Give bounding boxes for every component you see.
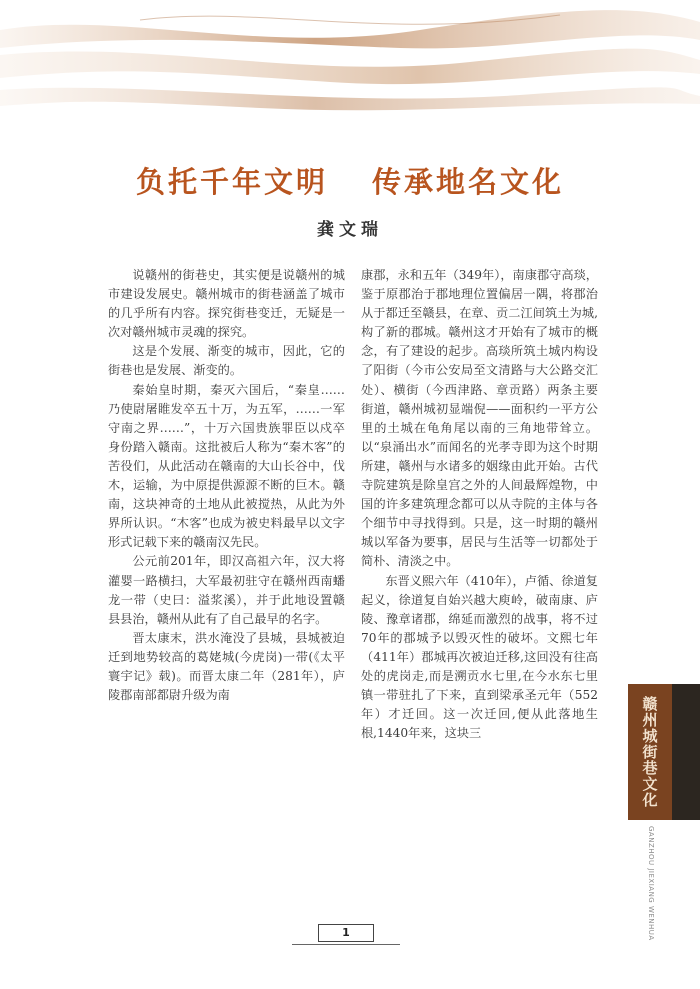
- section-pinyin-label: GANZHOU JIEXIANG WENHUA: [647, 826, 655, 941]
- article-title: [0, 160, 700, 201]
- page-number-rule: [292, 944, 400, 945]
- header-wave-decoration: [0, 0, 700, 125]
- paragraph: 说赣州的街巷史，其实便是说赣州的城市建设发展史。赣州城市的街巷涵盖了城市的几乎所有内容。探究街巷变迁，无疑是一次对赣州城市灵魂的探究。: [108, 268, 345, 340]
- title-part-2: 传承地名文化: [372, 165, 565, 199]
- section-tab: [628, 684, 672, 820]
- paragraph-continuation: 康郡，永和五年（349年），南康郡守高琰，鉴于原郡治于郡地理位置偏居一隅，将郡治从于都迁至赣县，在章、贡二江间筑土为城,构了新的郡城。赣州这才开始有了城市的概念，有了建设的起步。高琰所筑土城内构设了阳街（今市公安局至文清路与大公路交汇处）、横街（今西津路、章贡路）两条主要街道，赣州城初显端倪——面积约一平方公里的土城在龟角尾以南的三角地带耸立。以“泉涌出水”而闻名的光孝寺即为这个时期所建，赣州与水诸多的姻缘由此开始。古代寺院建筑是除皇宫之外的人间最辉煌物，中国的许多建筑理念都可以从寺院的主体与各个细节中寻找得到。只是，这一时期的赣州城以军备为要事，居民与生活等一切都处于简朴、清淡之中。: [361, 268, 598, 569]
- section-pinyin: [636, 826, 666, 941]
- side-dark-band: [672, 684, 700, 820]
- text-column-right: [361, 266, 598, 743]
- text-column-left: [108, 266, 345, 705]
- paragraph: 这是个发展、渐变的城市，因此，它的街巷也是发展、渐变的。: [108, 344, 345, 378]
- article-author: 龚文瑞: [317, 220, 383, 240]
- section-tab-label: 赣州城街巷文化: [640, 696, 659, 808]
- paragraph: 秦始皇时期，秦灭六国后，“秦皇……乃使尉屠睢发卒五十万，为五军，……一军守南之界……”，十万六国贵族罪臣以戍卒身份踏入赣南。这批被后人称为“秦木客”的苦役们，从此活动在赣南的大山长谷中，伐木，运输，为中原提供源源不断的巨木。赣南，这块神奇的土地从此被搅热，从此为外界所认识。“木客”也成为被史料最早以文字形式记载下来的赣南汉先民。: [108, 382, 345, 550]
- title-part-1: 负托千年文明: [135, 165, 328, 199]
- page-number: 1: [318, 924, 374, 942]
- paragraph: 东晋义熙六年（410年），卢循、徐道复起义，徐道复自始兴越大庾岭，破南康、庐陵、豫章诸郡，绵延而激烈的战事，将不过70年的郡城予以毁灭性的破坏。文熙七年（411年）郡城再次被迫迁移,这回没有往高处的虎岗走,而是溯贡水七里,在今水东七里镇一带驻扎了下来，直到梁承圣元年（552年）才迁回。这一次迁回,便从此落地生根,1440年来，这块三: [361, 573, 598, 741]
- paragraph: 公元前201年，即汉高祖六年，汉大将灌婴一路横扫，大军最初驻守在赣州西南蟠龙一带（史曰：溢浆溪），并于此地设置赣县县治，赣州从此有了自己最早的名字。: [108, 554, 345, 626]
- paragraph: 晋太康末，洪水淹没了县城，县城被迫迁到地势较高的葛姥城(今虎岗)一带(《太平寰宇记》载)。而晋太康二年（281年），庐陵郡南部都尉升级为南: [108, 630, 345, 703]
